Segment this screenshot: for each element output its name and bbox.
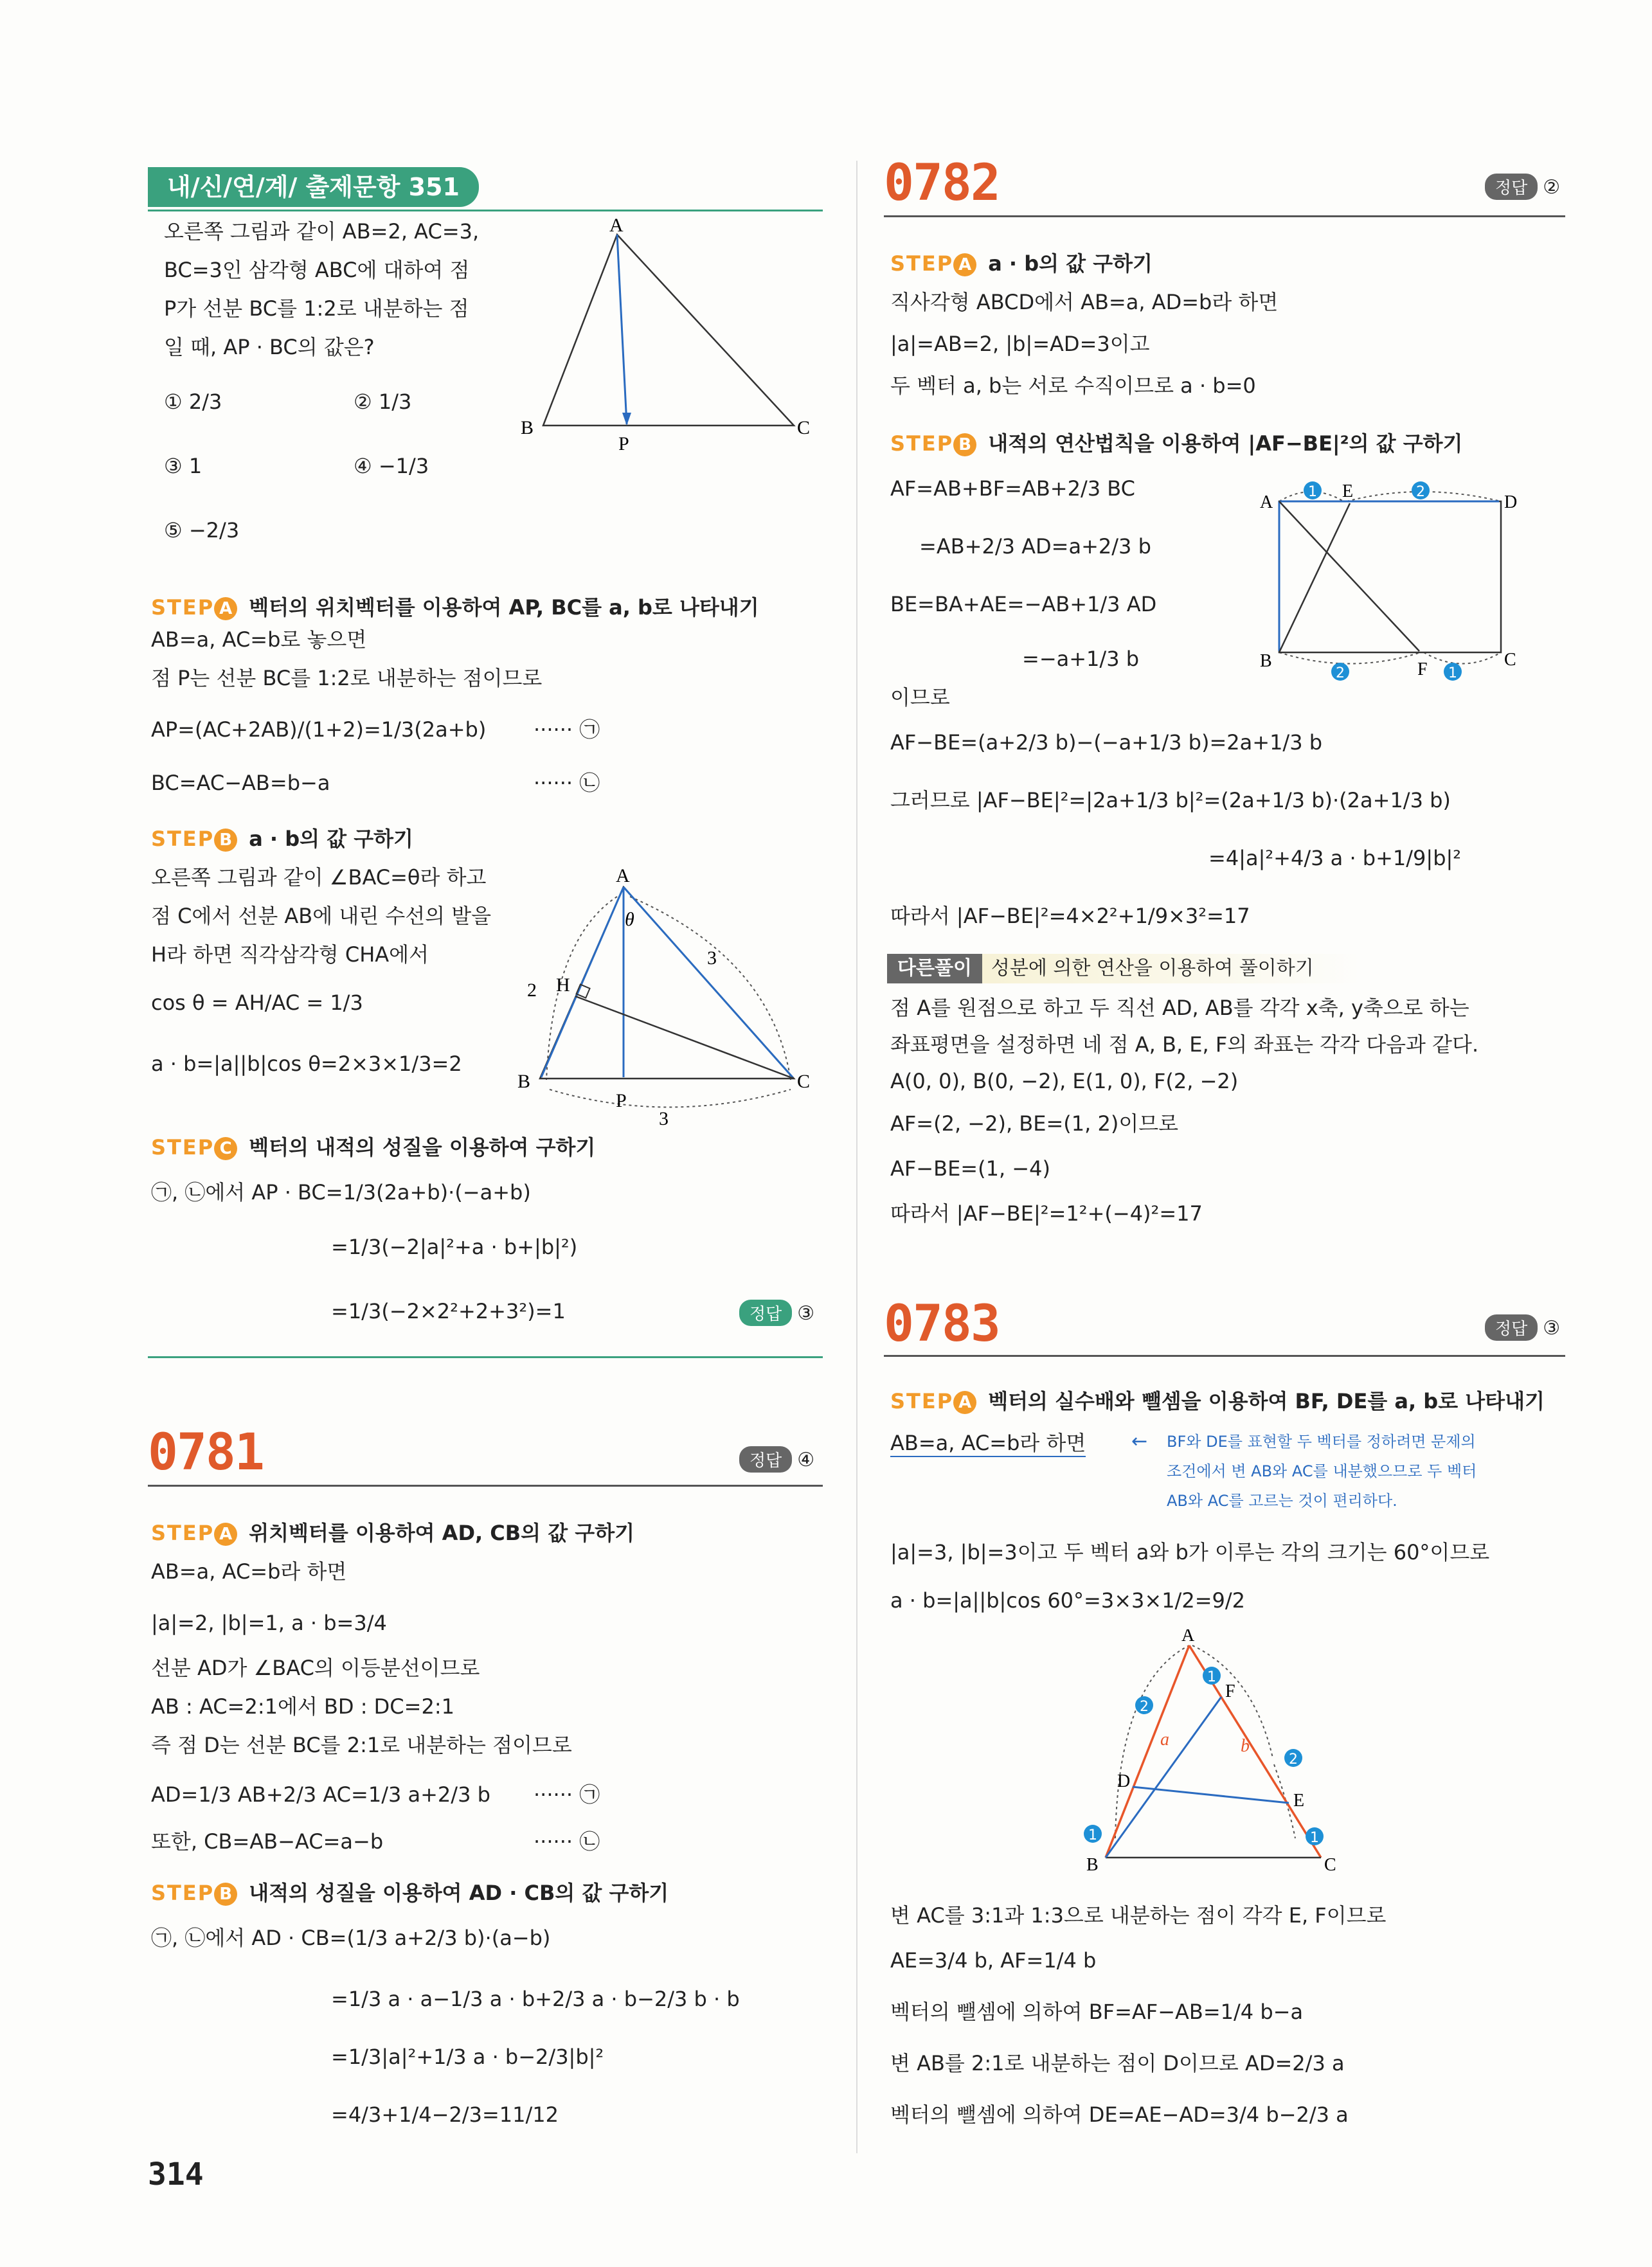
label-side-bc: 3: [659, 1108, 669, 1129]
naesin-answer: [739, 1300, 814, 1326]
naesin-b-line-5: a · b=|a||b|cos θ=2×3×1/3=2: [151, 1052, 462, 1076]
p0781-a-line-5: 즉 점 D는 선분 BC를 2:1로 내분하는 점이므로: [151, 1733, 572, 1757]
count-badge-text: 1: [1448, 665, 1457, 681]
naesin-end-rule: [148, 1356, 823, 1358]
naesin-rule: [148, 210, 823, 211]
label-p-2: P: [616, 1090, 627, 1111]
label-a: A: [609, 219, 624, 236]
naesin-a-line-3: AP=(AC+2AB)/(1+2)=1/3(2a+b): [151, 717, 487, 742]
p0782-step-a-title: a · b의 값 구하기: [988, 251, 1153, 276]
problem-0782-answer-tag: 정답: [1485, 174, 1538, 200]
naesin-line-3: P가 선분 BC를 1:2로 내분하는 점: [164, 296, 469, 321]
naesin-b-line-2: 점 C에서 선분 AB에 내린 수선의 발을: [151, 904, 492, 928]
naesin-mark-1: ······ ㉠: [534, 717, 600, 742]
label-d-eq: D: [1117, 1771, 1131, 1791]
label-c-rect: C: [1504, 650, 1516, 670]
p0782-a-line-3: 두 벡터 a, b는 서로 수직이므로 a · b=0: [890, 373, 1256, 398]
label-c: C: [797, 417, 811, 438]
vector-ap-arrowhead: [622, 413, 631, 426]
label-p: P: [618, 433, 629, 454]
p0782-b-line-6: AF−BE=(a+2/3 b)−(−a+1/3 b)=2a+1/3 b: [890, 730, 1323, 755]
count-badge-text: 2: [1416, 484, 1425, 500]
naesin-line-4: 일 때, AP · BC의 값은?: [164, 335, 375, 359]
triangle-figure-1: [508, 219, 816, 456]
label-b-rect: B: [1260, 651, 1272, 671]
triangle-abc: [543, 235, 794, 426]
naesin-a-line-2: 점 P는 선분 BC를 1:2로 내분하는 점이므로: [151, 666, 543, 690]
label-vec-a: a: [1160, 1730, 1169, 1750]
p0781-mark-2: ······ ㉡: [534, 1829, 600, 1854]
alt-line-6: 따라서 |AF−BE|²=1²+(−4)²=17: [890, 1201, 1203, 1226]
count-badge-text: 2: [1336, 665, 1345, 681]
p0782-a-line-2: |a|=AB=2, |b|=AD=3이고: [890, 332, 1150, 356]
choice-4: ④ −1/3: [354, 454, 429, 478]
p0782-step-a: STEP A a · b의 값 구하기: [890, 251, 1153, 276]
p0781-step-a-title: 위치벡터를 이용하여 AD, CB의 값 구하기: [249, 1521, 635, 1545]
p0781-mark-1: ······ ㉠: [534, 1782, 600, 1807]
p0781-a-line-6: AD=1/3 AB+2/3 AC=1/3 a+2/3 b: [151, 1782, 490, 1807]
naesin-answer-tag: 정답: [739, 1300, 792, 1326]
arc-right-top: [1192, 1645, 1273, 1758]
rectangle-figure: [1260, 479, 1530, 691]
problem-0782-number: 0782: [884, 154, 1000, 212]
alt-line-5: AF−BE=(1, −4): [890, 1156, 1050, 1181]
alt-line-1: 점 A를 원점으로 하고 두 직선 AD, AB를 각각 x축, y축으로 하는: [890, 996, 1469, 1020]
problem-0782-rule: [884, 215, 1565, 217]
label-theta: θ: [625, 909, 634, 930]
naesin-step-c: STEP C 벡터의 내적의 성질을 이용하여 구하기: [151, 1135, 596, 1160]
p0782-b-line-3: BE=BA+AE=−AB+1/3 AD: [890, 592, 1157, 616]
p0783-step-a: STEP A 벡터의 실수배와 뺄셈을 이용하여 BF, DE를 a, b로 나타내기: [890, 1389, 1545, 1413]
problem-0782-answer-value: ②: [1543, 176, 1561, 199]
choice-3: ③ 1: [164, 454, 202, 478]
p0781-a-line-7: 또한, CB=AB−AC=a−b: [151, 1829, 384, 1854]
naesin-a-line-1: AB=a, AC=b로 놓으면: [151, 627, 367, 652]
problem-0781-answer-tag: 정답: [739, 1446, 792, 1473]
p0783-line-6: 변 AB를 2:1로 내분하는 점이 D이므로 AD=2/3 a: [890, 2051, 1345, 2075]
alt-line-2: 좌표평면을 설정하면 네 점 A, B, E, F의 좌표는 각각 다음과 같다.: [890, 1032, 1479, 1057]
p0781-a-line-3-text: 선분 AD가 ∠BAC의 이등분선이므로: [151, 1656, 480, 1680]
p0781-b-line-1: ㉠, ㉡에서 AD · CB=(1/3 a+2/3 b)·(a−b): [151, 1926, 551, 1950]
label-f-eq: F: [1225, 1681, 1235, 1701]
equilateral-figure: [1067, 1629, 1401, 1899]
problem-0783-answer-tag: 정답: [1485, 1314, 1538, 1341]
arc-bc: [550, 1089, 791, 1107]
vector-be: [1279, 503, 1350, 652]
naesin-answer-value: ③: [797, 1302, 815, 1325]
naesin-step-a: STEP A 벡터의 위치벡터를 이용하여 AP, BC를 a, b로 나타내기: [151, 595, 759, 620]
p0782-b-line-5: 이므로: [890, 685, 950, 710]
p0782-b-line-4: =−a+1/3 b: [1022, 647, 1140, 671]
column-divider: [856, 161, 857, 2153]
p0781-a-line-3: [151, 1655, 480, 1681]
naesin-tag: 내/신/연/계/ 출제문항 351: [148, 167, 479, 207]
arc-fc: [1424, 652, 1501, 664]
note-line-3: AB와 AC를 고르는 것이 편리하다.: [1167, 1492, 1397, 1510]
p0781-a-line-2: |a|=2, |b|=1, a · b=3/4: [151, 1611, 387, 1635]
label-b: B: [521, 417, 534, 438]
page-number: 314: [148, 2156, 204, 2192]
choice-5: ⑤ −2/3: [164, 518, 240, 542]
p0783-line-2: a · b=|a||b|cos 60°=3×3×1/2=9/2: [890, 1588, 1245, 1613]
label-f-rect: F: [1417, 659, 1428, 679]
problem-0783-answer-value: ③: [1543, 1317, 1561, 1340]
label-b-eq: B: [1086, 1855, 1099, 1875]
choice-1: ① 2/3: [164, 390, 222, 414]
count-badge-text: 2: [1289, 1752, 1298, 1768]
p0782-step-b: STEP B 내적의 연산법칙을 이용하여 |AF−BE|²의 값 구하기: [890, 431, 1463, 456]
count-badge-text: 1: [1207, 1669, 1216, 1685]
problem-0783-number: 0783: [884, 1295, 1000, 1353]
p0781-b-line-3: =1/3|a|²+1/3 a · b−2/3|b|²: [331, 2045, 604, 2069]
p0781-step-a: STEP A 위치벡터를 이용하여 AD, CB의 값 구하기: [151, 1521, 635, 1545]
problem-0781-answer: [739, 1446, 814, 1473]
naesin-b-line-3: H라 하면 직각삼각형 CHA에서: [151, 942, 429, 967]
naesin-c-line-2: =1/3(−2|a|²+a · b+|b|²): [331, 1235, 578, 1259]
p0783-line-7: 벡터의 뺄셈에 의하여 DE=AE−AD=3/4 b−2/3 a: [890, 2102, 1349, 2127]
label-c-eq: C: [1324, 1855, 1336, 1875]
arc-bf: [1279, 652, 1421, 664]
p0781-a-line-1: AB=a, AC=b라 하면: [151, 1559, 347, 1584]
naesin-step-c-title: 벡터의 내적의 성질을 이용하여 구하기: [249, 1135, 596, 1160]
problem-0783-answer: [1485, 1314, 1560, 1341]
arc-ac: [630, 897, 791, 1080]
vector-ab: [541, 887, 624, 1077]
count-badge-text: 1: [1088, 1827, 1097, 1843]
naesin-step-b: STEP B a · b의 값 구하기: [151, 827, 413, 851]
alt-line-3: A(0, 0), B(0, −2), E(1, 0), F(2, −2): [890, 1069, 1239, 1093]
naesin-step-a-title: 벡터의 위치벡터를 이용하여 AP, BC를 a, b로 나타내기: [249, 595, 759, 620]
label-e-rect: E: [1342, 481, 1354, 501]
label-side-ac: 3: [707, 947, 717, 969]
naesin-line-2: BC=3인 삼각형 ABC에 대하여 점: [164, 258, 470, 282]
p0783-line-5: 벡터의 뺄셈에 의하여 BF=AF−AB=1/4 b−a: [890, 2000, 1304, 2024]
p0783-line-top: AB=a, AC=b라 하면: [890, 1430, 1086, 1457]
label-e-eq: E: [1293, 1791, 1305, 1811]
p0781-b-line-2: =1/3 a · a−1/3 a · b+2/3 a · b−2/3 b · b: [331, 1987, 740, 2011]
naesin-b-line-1: 오른쪽 그림과 같이 ∠BAC=θ라 하고: [151, 865, 487, 890]
naesin-step-b-title: a · b의 값 구하기: [249, 827, 413, 851]
count-badge-text: 1: [1310, 1830, 1319, 1846]
p0783-line-4: AE=3/4 b, AF=1/4 b: [890, 1948, 1097, 1973]
naesin-b-line-4: cos θ = AH/AC = 1/3: [151, 990, 363, 1015]
p0782-b-line-9: 따라서 |AF−BE|²=4×2²+1/9×3²=17: [890, 904, 1250, 928]
p0781-a-line-4: AB : AC=2:1에서 BD : DC=2:1: [151, 1694, 454, 1719]
vector-ac: [624, 887, 793, 1077]
label-a-rect: A: [1260, 492, 1273, 512]
count-badge-text: 2: [1140, 1699, 1149, 1715]
rect-abcd: [1279, 501, 1501, 652]
choice-2: ② 1/3: [354, 390, 412, 414]
label-a-eq: A: [1181, 1629, 1195, 1645]
p0782-step-b-title: 내적의 연산법칙을 이용하여 |AF−BE|²의 값 구하기: [988, 431, 1463, 456]
p0783-line-3: 변 AC를 3:1과 1:3으로 내분하는 점이 각각 E, F이므로: [890, 1903, 1387, 1928]
label-side-ab: 2: [527, 980, 537, 1001]
p0782-a-line-1: 직사각형 ABCD에서 AB=a, AD=b라 하면: [890, 290, 1279, 314]
problem-0782-answer: [1485, 174, 1560, 200]
problem-0781-rule: [148, 1485, 823, 1487]
note-line-1: BF와 DE를 표현할 두 벡터를 정하려면 문제의: [1167, 1433, 1476, 1451]
label-vec-b: b: [1241, 1736, 1250, 1756]
p0782-b-line-8: =4|a|²+4/3 a · b+1/9|b|²: [1208, 846, 1462, 870]
naesin-a-line-4: BC=AC−AB=b−a: [151, 771, 330, 795]
naesin-line-1: 오른쪽 그림과 같이 AB=2, AC=3,: [164, 219, 480, 244]
label-b-2: B: [517, 1071, 531, 1092]
naesin-mark-2: ······ ㉡: [534, 771, 600, 795]
vector-ap: [617, 235, 627, 424]
label-d-rect: D: [1504, 492, 1518, 512]
vector-de: [1133, 1787, 1289, 1803]
perpendicular-ch: [575, 996, 794, 1079]
note-line-2: 조건에서 변 AB와 AC를 내분했으므로 두 벡터: [1167, 1462, 1477, 1480]
problem-0783-rule: [884, 1355, 1565, 1357]
alt-solution-tag: 다른풀이: [887, 954, 982, 983]
p0781-step-b: STEP B 내적의 성질을 이용하여 AD · CB의 값 구하기: [151, 1881, 669, 1905]
count-badge-text: 1: [1308, 484, 1317, 500]
naesin-c-line-3: =1/3(−2×2²+2+3²)=1: [331, 1299, 566, 1323]
problem-0781-number: 0781: [148, 1424, 264, 1482]
problem-0781-answer-value: ④: [797, 1449, 815, 1471]
alt-line-4: AF=(2, −2), BE=(1, 2)이므로: [890, 1111, 1179, 1136]
p0783-step-a-title: 벡터의 실수배와 뺄셈을 이용하여 BF, DE를 a, b로 나타내기: [988, 1389, 1545, 1413]
p0782-b-line-2: =AB+2/3 AD=a+2/3 b: [919, 534, 1151, 559]
triangle-figure-2: [514, 868, 823, 1138]
naesin-c-line-1: ㉠, ㉡에서 AP · BC=1/3(2a+b)·(−a+b): [151, 1180, 531, 1205]
vector-af: [1279, 501, 1419, 651]
note-arrow: ←: [1131, 1430, 1148, 1453]
label-c-2: C: [797, 1071, 811, 1092]
vector-a-side: [1106, 1645, 1189, 1858]
label-h: H: [556, 974, 570, 996]
label-a-2: A: [616, 868, 630, 886]
alt-solution-title: 성분에 의한 연산을 이용하여 풀이하기: [982, 954, 1360, 983]
p0781-step-b-title: 내적의 성질을 이용하여 AD · CB의 값 구하기: [249, 1881, 669, 1905]
naesin-header: [148, 167, 823, 207]
p0781-b-line-4: =4/3+1/4−2/3=11/12: [331, 2102, 559, 2127]
p0782-b-line-1: AF=AB+BF=AB+2/3 BC: [890, 476, 1135, 501]
p0783-line-1: |a|=3, |b|=3이고 두 벡터 a와 b가 이루는 각의 크기는 60°이므로: [890, 1540, 1490, 1564]
alt-solution-header: [887, 954, 1360, 983]
p0782-b-line-7: 그러므로 |AF−BE|²=|2a+1/3 b|²=(2a+1/3 b)·(2a+1/3 b): [890, 788, 1451, 812]
triangle-abc-2: [540, 887, 794, 1079]
